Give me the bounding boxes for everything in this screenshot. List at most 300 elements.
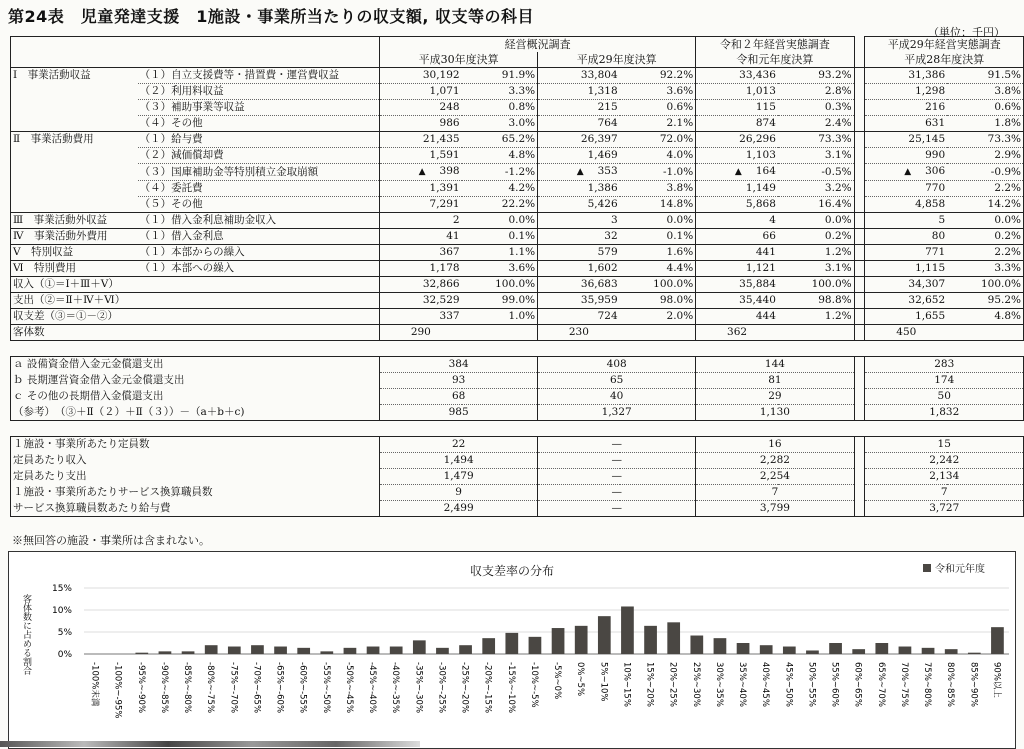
bar: [274, 647, 287, 654]
value-cell: 3: [538, 213, 620, 229]
row-category: [11, 181, 138, 197]
value-cell: 41: [380, 229, 462, 245]
percent-cell: 1.6%: [620, 245, 696, 261]
bar: [783, 647, 796, 654]
percent-cell: -0.5%: [778, 164, 854, 181]
value-cell: 22: [380, 437, 538, 453]
table-row: [11, 213, 1024, 229]
bar: [899, 647, 912, 654]
row-category: 収入（①＝Ⅰ＋Ⅲ＋Ⅴ）: [11, 277, 380, 293]
x-tick-label: -20%~-15%: [482, 662, 493, 714]
percent-cell: 91.9%: [462, 68, 538, 84]
value-cell: 986: [380, 116, 462, 132]
row-category: Ⅳ 事業活動外費用: [11, 229, 138, 245]
negative-marker: ▲: [734, 167, 742, 177]
legend-label: 令和元年度: [935, 564, 985, 575]
value-cell: 33,804: [538, 68, 620, 84]
chart-plot: [9, 552, 1015, 748]
row-item: （１）給与費: [138, 132, 380, 148]
x-tick-label: -85%~-80%: [182, 662, 193, 714]
value-cell: 337: [380, 309, 462, 325]
percent-cell: 100.0%: [947, 277, 1023, 293]
value-cell: 874: [696, 116, 778, 132]
value-cell: 1,298: [865, 84, 947, 100]
bar: [621, 606, 634, 654]
value-cell: —: [538, 437, 696, 453]
value-cell: 32,866: [380, 277, 462, 293]
y-tick-label: 10%: [51, 606, 72, 616]
x-tick-label: -90%~-85%: [158, 662, 169, 714]
table-row: [11, 181, 1024, 197]
value-cell: 32,652: [865, 293, 947, 309]
percent-cell: 0.0%: [462, 213, 538, 229]
chart-title: 収支差率の分布: [469, 564, 554, 578]
percent-cell: 1.8%: [947, 116, 1023, 132]
table-row: [11, 437, 1024, 453]
value-cell: 115: [696, 100, 778, 116]
value-cell: 33,436: [696, 68, 778, 84]
value-cell: 29: [696, 389, 854, 405]
value-cell: 35,959: [538, 293, 620, 309]
bar: [251, 645, 264, 654]
x-tick-label: -50%~-45%: [343, 662, 354, 714]
percent-cell: 0.2%: [947, 229, 1023, 245]
value-cell: 26,397: [538, 132, 620, 148]
row-label: ｃ その他の長期借入金償還支出: [11, 389, 380, 405]
table-row: [11, 325, 1024, 341]
value-cell: 1,591: [380, 148, 462, 164]
percent-cell: [620, 325, 696, 341]
x-tick-label: 85%~90%: [968, 662, 979, 707]
header-survey3: 平成29年経営実態調査: [865, 37, 1024, 53]
x-tick-label: 0%~5%: [575, 662, 586, 697]
table-row: [11, 501, 1024, 517]
negative-marker: ▲: [904, 167, 912, 177]
bar: [945, 649, 958, 654]
value-cell: 985: [380, 405, 538, 421]
x-tick-label: -40%~-35%: [390, 662, 401, 714]
value-cell: 1,178: [380, 261, 462, 277]
value-cell: 4: [696, 213, 778, 229]
value-cell: 144: [696, 357, 854, 373]
percent-cell: 3.6%: [462, 261, 538, 277]
value-cell: 65: [538, 373, 696, 389]
percent-cell: 4.0%: [620, 148, 696, 164]
percent-cell: 16.4%: [778, 197, 854, 213]
percent-cell: 0.0%: [947, 213, 1023, 229]
y-tick-label: 5%: [57, 628, 72, 638]
legend-swatch: [923, 564, 931, 572]
table-row: [11, 309, 1024, 325]
percent-cell: 1.0%: [462, 309, 538, 325]
value-cell: 283: [865, 357, 1024, 373]
percent-cell: 3.6%: [620, 84, 696, 100]
percent-cell: 0.6%: [620, 100, 696, 116]
value-cell: 990: [865, 148, 947, 164]
row-category: [11, 100, 138, 116]
percent-cell: 0.1%: [462, 229, 538, 245]
percent-cell: -1.0%: [620, 164, 696, 181]
percent-cell: 95.2%: [947, 293, 1023, 309]
unit-label: （単位：千円）: [928, 26, 1005, 39]
table-row: [11, 405, 1024, 421]
percent-cell: 100.0%: [778, 277, 854, 293]
value-cell: 5,868: [696, 197, 778, 213]
value-cell: 1,149: [696, 181, 778, 197]
value-cell: 7: [865, 485, 1024, 501]
percent-cell: 65.2%: [462, 132, 538, 148]
row-category: [11, 197, 138, 213]
value-cell: 444: [696, 309, 778, 325]
table-row: [11, 485, 1024, 501]
value-cell: 40: [538, 389, 696, 405]
bar: [737, 643, 750, 654]
table-row: [11, 245, 1024, 261]
bar: [367, 647, 380, 654]
value-cell: 1,479: [380, 469, 538, 485]
value-cell: 3,799: [696, 501, 854, 517]
row-item: （２）利用料収益: [138, 84, 380, 100]
bar: [806, 650, 819, 654]
percent-cell: 3.3%: [462, 84, 538, 100]
value-cell: 1,655: [865, 309, 947, 325]
value-cell: 93: [380, 373, 538, 389]
x-tick-label: -25%~-20%: [459, 662, 470, 714]
value-text: 398: [439, 165, 460, 177]
bar: [182, 651, 195, 654]
value-cell: 16: [696, 437, 854, 453]
value-cell: 724: [538, 309, 620, 325]
table-row: [11, 100, 1024, 116]
value-cell: 441: [696, 245, 778, 261]
value-cell: 7: [696, 485, 854, 501]
percent-cell: 73.3%: [947, 132, 1023, 148]
x-tick-label: 40%~45%: [760, 662, 771, 707]
x-tick-label: -5%~0%: [552, 662, 563, 700]
value-cell: 3,727: [865, 501, 1024, 517]
value-cell: [865, 164, 947, 181]
value-cell: —: [538, 501, 696, 517]
header-col-d: 平成28年度決算: [865, 52, 1024, 68]
bar: [714, 638, 727, 654]
percent-cell: 3.1%: [778, 261, 854, 277]
percent-cell: 93.2%: [778, 68, 854, 84]
bar: [875, 643, 888, 654]
row-category: Ⅱ 事業活動費用: [11, 132, 138, 148]
percent-cell: 98.0%: [620, 293, 696, 309]
row-label: ａ 設備資金借入金元金償還支出: [11, 357, 380, 373]
value-cell: 1,602: [538, 261, 620, 277]
x-tick-label: -45%~-40%: [367, 662, 378, 714]
bar: [922, 648, 935, 654]
table-row: [11, 373, 1024, 389]
percent-cell: 0.0%: [778, 213, 854, 229]
value-cell: 579: [538, 245, 620, 261]
x-tick-label: -60%~-55%: [297, 662, 308, 714]
value-cell: 1,121: [696, 261, 778, 277]
row-category: Ⅴ 特別収益: [11, 245, 138, 261]
row-category: [11, 84, 138, 100]
row-item: （３）補助事業等収益: [138, 100, 380, 116]
x-tick-label: 65%~70%: [875, 662, 886, 707]
percent-cell: 91.5%: [947, 68, 1023, 84]
value-cell: 35,440: [696, 293, 778, 309]
x-tick-label: 30%~35%: [713, 662, 724, 707]
scan-edge: [0, 741, 420, 747]
bar: [297, 648, 310, 654]
row-label: １施設・事業所あたりサービス換算職員数: [11, 485, 380, 501]
row-item: （３）国庫補助金等特別積立金取崩額: [138, 164, 380, 181]
row-category: [11, 116, 138, 132]
row-category: 収支差（③＝①－②）: [11, 309, 380, 325]
row-item: （１）本部への繰入: [138, 261, 380, 277]
bar: [829, 643, 842, 654]
value-cell: 7,291: [380, 197, 462, 213]
y-tick-label: 0%: [57, 650, 72, 660]
bar: [205, 645, 218, 654]
value-cell: 450: [865, 325, 947, 341]
bar: [575, 626, 588, 654]
row-item: （１）自立支援費等・措置費・運営費収益: [138, 68, 380, 84]
value-cell: 631: [865, 116, 947, 132]
bar: [760, 645, 773, 654]
row-category: Ⅲ 事業活動外収益: [11, 213, 138, 229]
percent-cell: 73.3%: [778, 132, 854, 148]
row-item: （１）借入金利息: [138, 229, 380, 245]
value-cell: 36,683: [538, 277, 620, 293]
value-cell: 26,296: [696, 132, 778, 148]
table-row: [11, 68, 1024, 84]
row-label: （参考） （③＋Ⅱ（２）＋Ⅱ（３））－（a＋b＋c): [11, 405, 380, 421]
percent-cell: -0.9%: [947, 164, 1023, 181]
row-item: （４）その他: [138, 116, 380, 132]
header-col-a: 平成30年度決算: [380, 52, 538, 68]
row-label: 定員あたり支出: [11, 469, 380, 485]
bar: [690, 636, 703, 654]
x-tick-label: -30%~-25%: [436, 662, 447, 714]
footnote: ※無回答の施設・事業所は含まれない。: [12, 534, 210, 547]
value-cell: 2,282: [696, 453, 854, 469]
value-text: 164: [755, 165, 776, 177]
value-cell: 31,386: [865, 68, 947, 84]
row-category: Ⅵ 特別費用: [11, 261, 138, 277]
x-tick-label: 15%~20%: [644, 662, 655, 707]
bar: [228, 647, 241, 654]
table-title: 第24表 児童発達支援 1施設・事業所当たりの収支額, 収支等の科目: [8, 7, 535, 26]
table-row: [11, 261, 1024, 277]
x-tick-label: 5%~10%: [598, 662, 609, 702]
row-category: [11, 148, 138, 164]
percent-cell: 3.0%: [462, 116, 538, 132]
table-row: [11, 164, 1024, 181]
value-cell: 81: [696, 373, 854, 389]
percent-cell: 2.0%: [620, 309, 696, 325]
x-tick-label: -80%~-75%: [205, 662, 216, 714]
value-cell: 1,469: [538, 148, 620, 164]
value-cell: 248: [380, 100, 462, 116]
negative-marker: ▲: [576, 167, 584, 177]
percent-cell: 0.8%: [462, 100, 538, 116]
value-cell: 25,145: [865, 132, 947, 148]
row-item: （４）委託費: [138, 181, 380, 197]
x-tick-label: -70%~-65%: [251, 662, 262, 714]
percent-cell: [462, 325, 538, 341]
percent-cell: 100.0%: [462, 277, 538, 293]
table-row: [11, 197, 1024, 213]
bar: [436, 648, 449, 654]
table-row: [11, 116, 1024, 132]
bar: [320, 651, 333, 654]
value-cell: 2,254: [696, 469, 854, 485]
value-cell: 384: [380, 357, 538, 373]
x-tick-label: -15%~-10%: [505, 662, 516, 714]
x-tick-label: -95%~-90%: [135, 662, 146, 714]
row-item: （２）減価償却費: [138, 148, 380, 164]
value-cell: 50: [865, 389, 1024, 405]
value-cell: 4,858: [865, 197, 947, 213]
percent-cell: 72.0%: [620, 132, 696, 148]
value-cell: [696, 164, 778, 181]
percent-cell: 0.2%: [778, 229, 854, 245]
percent-cell: 14.2%: [947, 197, 1023, 213]
x-tick-label: -75%~-70%: [228, 662, 239, 714]
value-text: 353: [597, 165, 618, 177]
value-cell: 290: [380, 325, 462, 341]
x-tick-label: 75%~80%: [922, 662, 933, 707]
table-row: [11, 229, 1024, 245]
percent-cell: 0.1%: [620, 229, 696, 245]
value-cell: 408: [538, 357, 696, 373]
value-cell: 764: [538, 116, 620, 132]
value-cell: 230: [538, 325, 620, 341]
percent-cell: 4.8%: [462, 148, 538, 164]
value-cell: 5: [865, 213, 947, 229]
y-axis-label: 客体数に占める割合: [21, 594, 31, 675]
percent-cell: 0.6%: [947, 100, 1023, 116]
value-cell: 66: [696, 229, 778, 245]
x-tick-label: 35%~40%: [737, 662, 748, 707]
financial-table: [10, 36, 1024, 517]
x-tick-label: 60%~65%: [852, 662, 863, 707]
bar: [852, 649, 865, 654]
percent-cell: 4.8%: [947, 309, 1023, 325]
percent-cell: 99.0%: [462, 293, 538, 309]
header-col-b: 平成29年度決算: [538, 52, 696, 68]
percent-cell: 14.8%: [620, 197, 696, 213]
y-tick-label: 15%: [51, 584, 72, 594]
header-survey2: 令和２年経営実態調査: [696, 37, 854, 53]
value-cell: 1,013: [696, 84, 778, 100]
value-cell: 1,071: [380, 84, 462, 100]
percent-cell: 3.2%: [778, 181, 854, 197]
value-cell: 771: [865, 245, 947, 261]
value-cell: 30,192: [380, 68, 462, 84]
bar: [135, 653, 148, 654]
negative-marker: ▲: [418, 167, 426, 177]
row-category: 客体数: [11, 325, 380, 341]
value-cell: 174: [865, 373, 1024, 389]
header-blank: [11, 37, 138, 53]
percent-cell: 92.2%: [620, 68, 696, 84]
value-cell: 770: [865, 181, 947, 197]
row-item: （１）借入金利息補助金収入: [138, 213, 380, 229]
value-cell: 68: [380, 389, 538, 405]
percent-cell: 3.1%: [778, 148, 854, 164]
percent-cell: 98.8%: [778, 293, 854, 309]
table-row: [11, 277, 1024, 293]
percent-cell: 100.0%: [620, 277, 696, 293]
value-cell: [380, 164, 462, 181]
percent-cell: 2.2%: [947, 181, 1023, 197]
percent-cell: 0.0%: [620, 213, 696, 229]
bar: [991, 627, 1004, 654]
value-cell: 1,832: [865, 405, 1024, 421]
value-text: 306: [925, 165, 946, 177]
x-tick-label: 45%~50%: [783, 662, 794, 707]
value-cell: 1,494: [380, 453, 538, 469]
bar: [159, 651, 172, 654]
value-cell: 80: [865, 229, 947, 245]
row-label: サービス換算職員数あたり給与費: [11, 501, 380, 517]
row-category: 支出（②＝Ⅱ＋Ⅳ＋Ⅵ）: [11, 293, 380, 309]
table-row: [11, 389, 1024, 405]
x-tick-label: -55%~-50%: [320, 662, 331, 714]
x-tick-label: 10%~15%: [621, 662, 632, 707]
bar: [598, 616, 611, 654]
percent-cell: 4.4%: [620, 261, 696, 277]
value-cell: 216: [865, 100, 947, 116]
table-row: [11, 357, 1024, 373]
value-cell: 35,884: [696, 277, 778, 293]
value-cell: 34,307: [865, 277, 947, 293]
percent-cell: 3.8%: [947, 84, 1023, 100]
value-cell: [538, 164, 620, 181]
value-cell: 1,386: [538, 181, 620, 197]
bar: [413, 640, 426, 654]
percent-cell: 1.1%: [462, 245, 538, 261]
percent-cell: 1.2%: [778, 245, 854, 261]
row-item: （１）本部からの繰入: [138, 245, 380, 261]
x-tick-label: 25%~30%: [690, 662, 701, 707]
value-cell: 2,242: [865, 453, 1024, 469]
percent-cell: 2.9%: [947, 148, 1023, 164]
table-row: [11, 469, 1024, 485]
x-tick-label: 55%~60%: [829, 662, 840, 707]
row-item: （５）その他: [138, 197, 380, 213]
value-cell: 2,499: [380, 501, 538, 517]
bar: [482, 638, 495, 654]
value-cell: 1,327: [538, 405, 696, 421]
value-cell: 1,130: [696, 405, 854, 421]
percent-cell: 22.2%: [462, 197, 538, 213]
x-tick-label: -65%~-60%: [274, 662, 285, 714]
value-cell: —: [538, 453, 696, 469]
percent-cell: 2.8%: [778, 84, 854, 100]
row-label: 定員あたり収入: [11, 453, 380, 469]
value-cell: —: [538, 469, 696, 485]
x-tick-label: 50%~55%: [806, 662, 817, 707]
x-tick-label: 20%~25%: [667, 662, 678, 707]
x-tick-label: 80%~85%: [945, 662, 956, 707]
table-row: [11, 293, 1024, 309]
distribution-chart: [8, 551, 1016, 749]
header-col-c: 令和元年度決算: [696, 52, 854, 68]
percent-cell: 3.8%: [620, 181, 696, 197]
percent-cell: -1.2%: [462, 164, 538, 181]
x-tick-label: -100%未満: [89, 662, 100, 707]
bar: [667, 622, 680, 654]
value-cell: 15: [865, 437, 1024, 453]
